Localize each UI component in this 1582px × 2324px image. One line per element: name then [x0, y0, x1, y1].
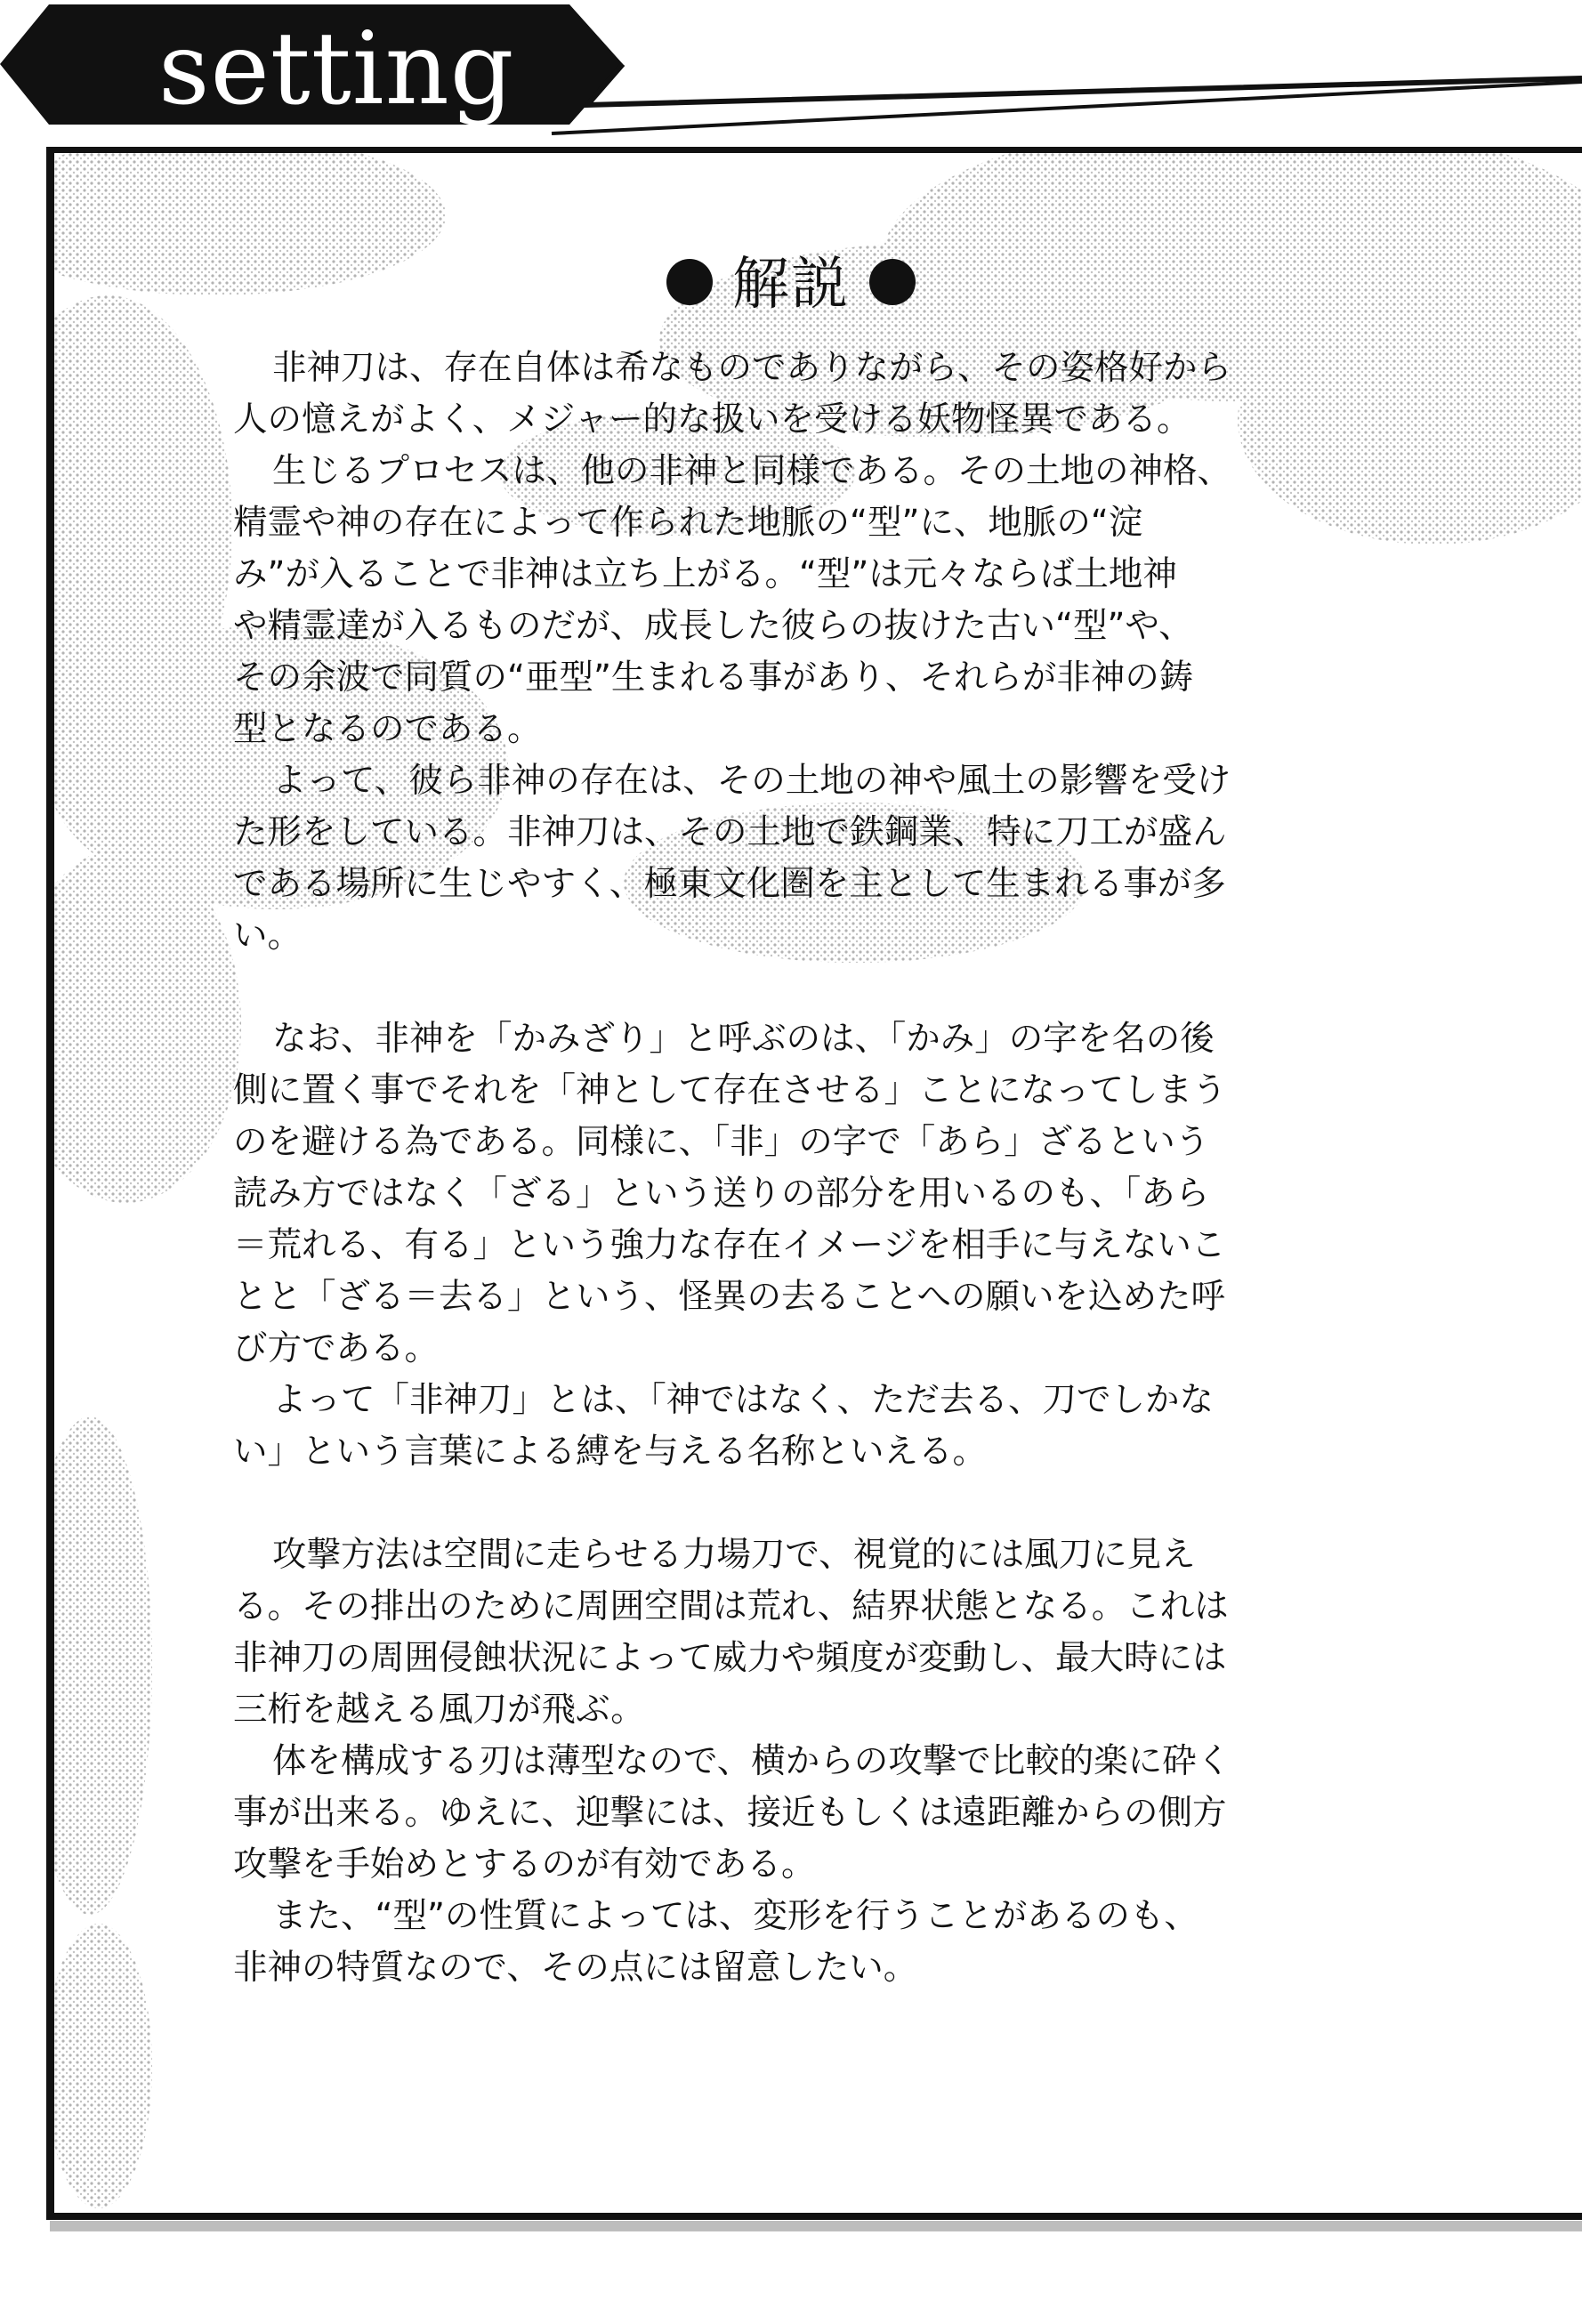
paragraph-line: る。その排出のために周囲空間は荒れ、結界状態となる。これは: [233, 1586, 1229, 1626]
paragraph-line: 精霊や神の存在によって作られた地脈の“型”に、地脈の“淀: [233, 503, 1143, 543]
paragraph-line: た形をしている。非神刀は、その土地で鉄鋼業、特に刀工が盛ん: [233, 812, 1227, 852]
paragraph-line: 読み方ではなく「ざる」という送りの部分を用いるのも、「あら: [233, 1174, 1210, 1214]
paragraph-line: よって「非神刀」とは、「神ではなく、ただ去る、刀でしかな: [272, 1380, 1214, 1420]
paragraph-line: み”が入ることで非神は立ち上がる。“型”は元々ならば土地神: [233, 554, 1177, 594]
paragraph-spacer: [233, 1478, 1283, 1529]
paragraph-line: 側に置く事でそれを「神として存在させる」ことになってしまう: [233, 1070, 1227, 1110]
page-title: setting: [158, 12, 515, 127]
paragraph-line: 非神の特質なので、その点には留意したい。: [233, 1948, 918, 1988]
heading-bullet-right-icon: [869, 259, 916, 305]
paragraph-line: 生じるプロセスは、他の非神と同様である。その土地の神格、: [272, 451, 1232, 491]
paragraph-line: 型となるのである。: [233, 709, 542, 749]
article-body: [233, 343, 1283, 1994]
paragraph-line: 非神刀の周囲侵蝕状況によって威力や頻度が変動し、最大時には: [233, 1638, 1227, 1678]
paragraph-line: い」という言葉による縛を与える名称といえる。: [233, 1432, 988, 1472]
paragraph-line: よって、彼ら非神の存在は、その土地の神や風土の影響を受け: [272, 761, 1231, 801]
frame-shadow: [50, 2221, 1582, 2231]
paragraph-line: のを避ける為である。同様に、「非」の字で「あら」ざるという: [233, 1122, 1210, 1162]
paragraph-line: また、“型”の性質によっては、変形を行うことがあるのも、: [272, 1896, 1199, 1936]
section-heading: [0, 249, 1582, 320]
paragraph-line: 非神刀は、存在自体は希なものでありながら、その姿格好から: [272, 348, 1232, 388]
paragraph-line: とと「ざる＝去る」という、怪異の去ることへの願いを込めた呼: [233, 1277, 1225, 1317]
paragraph-line: その余波で同質の“亜型”生まれる事があり、それらが非神の鋳: [233, 658, 1194, 698]
paragraph-line: 事が出来る。ゆえに、迎撃には、接近もしくは遠距離からの側方: [233, 1793, 1227, 1833]
paragraph-line: や精霊達が入るものだが、成長した彼らの抜けた古い“型”や、: [233, 606, 1193, 646]
paragraph-line: 攻撃方法は空間に走らせる力場刀で、視覚的には風刀に見え: [272, 1535, 1196, 1575]
paragraph-line: 人の憶えがよく、メジャー的な扱いを受ける妖物怪異である。: [233, 399, 1191, 440]
paragraph-line: ＝荒れる、有る」という強力な存在イメージを相手に与えないこ: [233, 1225, 1226, 1265]
header-tab: [0, 0, 1582, 151]
heading-bullet-left-icon: [666, 259, 713, 305]
paragraph-line: である場所に生じやすく、極東文化圏を主として生まれる事が多: [233, 864, 1226, 904]
paragraph-line: なお、非神を「かみざり」と呼ぶのは、「かみ」の字を名の後: [272, 1019, 1215, 1059]
paragraph-line: 三桁を越える風刀が飛ぶ。: [233, 1690, 645, 1730]
paragraph-line: 攻撃を手始めとするのが有効である。: [233, 1844, 816, 1884]
paragraph-line: い。: [233, 916, 303, 956]
section-heading-text: 解説: [732, 252, 850, 318]
paragraph-line: び方である。: [233, 1328, 440, 1368]
paragraph-spacer: [233, 962, 1283, 1013]
paragraph-line: 体を構成する刃は薄型なので、横からの攻撃で比較的楽に砕く: [272, 1741, 1231, 1781]
